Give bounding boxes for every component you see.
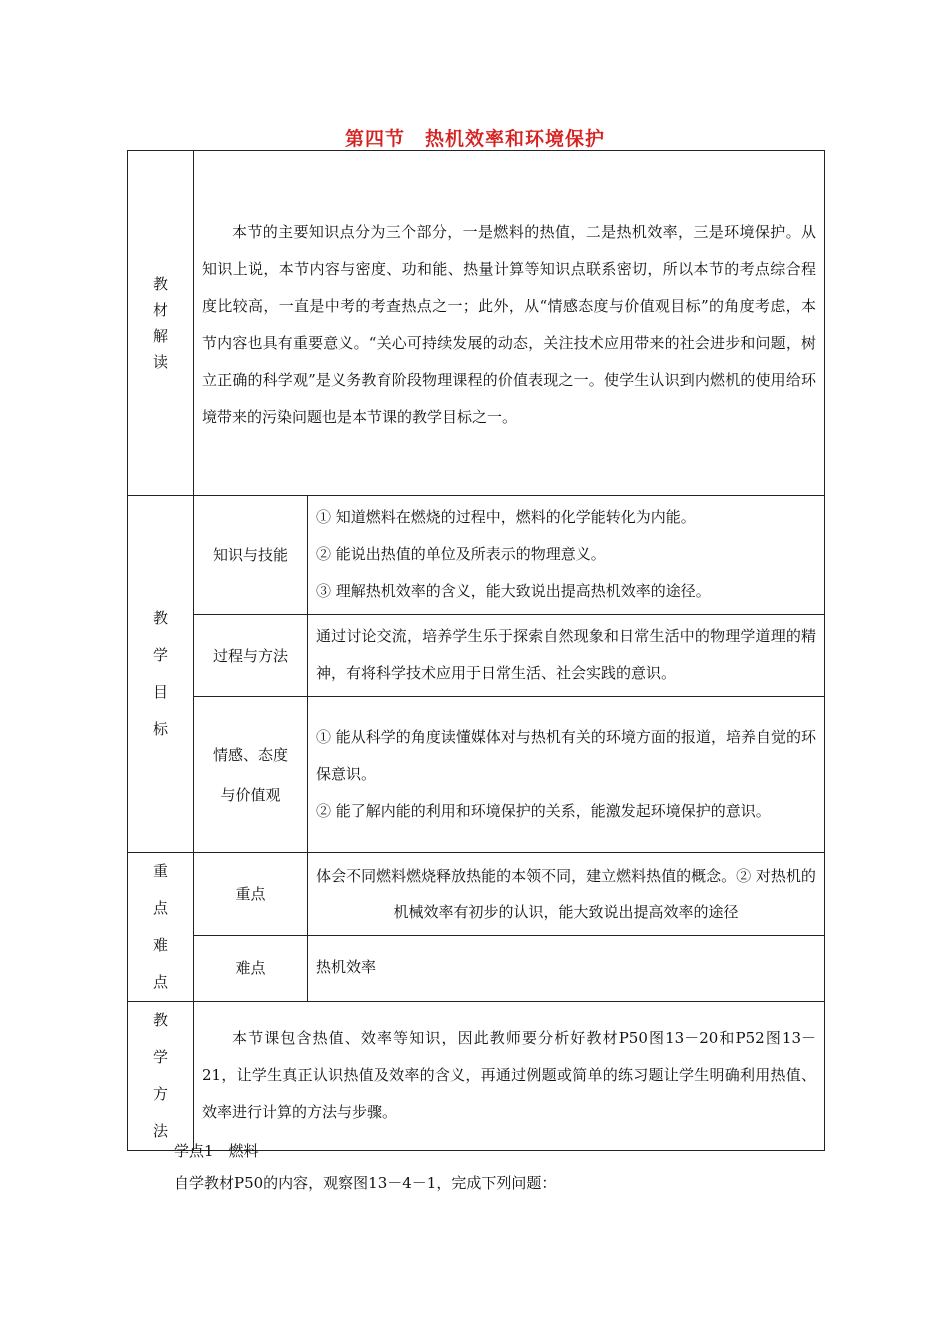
knowledge-item: ② 能说出热值的单位及所表示的物理意义。	[316, 545, 606, 563]
row-textbook	[128, 151, 825, 496]
row-goals-knowledge	[128, 496, 825, 615]
emotion-item: ② 能了解内能的利用和环境保护的关系，能激发起环境保护的意识。	[316, 801, 771, 820]
emotion-item: ① 能从科学的角度读懂媒体对与热机有关的环境方面的报道，培养自觉的环保意识。	[316, 727, 817, 783]
process-text: 通过讨论交流，培养学生乐于探索自然现象和日常生活中的物理学道理的精神，有将科学技术应用于日常生活、社会实践的意识。	[308, 615, 825, 697]
row-key-point	[128, 853, 825, 936]
label-key-points: 重 点 难 点	[128, 853, 194, 1002]
key-text: 体会不同燃料燃烧释放热能的本领不同，建立燃料热值的概念。② 对热机的机械效率有初步的认识，能大致说出提高效率的途径	[308, 853, 825, 936]
label-knowledge: 知识与技能	[194, 496, 308, 615]
row-method	[128, 1002, 825, 1151]
section-heading: 学点1 燃料	[174, 1142, 259, 1160]
label-textbook: 教 材 解 读	[128, 151, 194, 496]
label-emotion: 情感、态度 与价值观	[194, 697, 308, 853]
knowledge-item: ① 知道燃料在燃烧的过程中，燃料的化学能转化为内能。	[316, 508, 696, 526]
row-goals-emotion	[128, 697, 825, 853]
label-goals: 教 学 目 标	[128, 496, 194, 853]
textbook-text: 本节的主要知识点分为三个部分，一是燃料的热值，二是热机效率，三是环境保护。从知识上说，本节内容与密度、功和能、热量计算等知识点联系密切，所以本节的考点综合程度比较高，一直是中考的考查热点之一；此外，从“情感态度与价值观目标”的角度考虑，本节内容也具有重要意义。“关心可持续发展的动态，关注技术应用带来的社会进步和问题，树立正确的科学观”是义务教育阶段物理课程的价值表现之一。使学生认识到内燃机的使用给环境带来的污染问题也是本节课的教学目标之一。	[194, 151, 825, 496]
knowledge-item: ③ 理解热机效率的含义，能大致说出提高热机效率的途径。	[316, 582, 711, 600]
label-process: 过程与方法	[194, 615, 308, 697]
row-difficult-point	[128, 935, 825, 1001]
label-difficult: 难点	[194, 935, 308, 1001]
difficult-text: 热机效率	[308, 935, 825, 1001]
row-goals-process	[128, 615, 825, 697]
knowledge-items	[308, 496, 825, 615]
label-method: 教 学 方 法	[128, 1002, 194, 1151]
method-text: 本节课包含热值、效率等知识，因此教师要分析好教材P50图13－20和P52图13－21，让学生真正认识热值及效率的含义，再通过例题或简单的练习题让学生明确利用热值、效率进行计算的方法与步骤。	[194, 1002, 825, 1151]
instruction-text: 自学教材P50的内容，观察图13－4－1，完成下列问题：	[174, 1174, 557, 1192]
emotion-items	[308, 697, 825, 853]
page-title: 第四节 热机效率和环境保护	[344, 128, 605, 150]
lesson-plan-table	[127, 150, 825, 1151]
label-key: 重点	[194, 853, 308, 936]
